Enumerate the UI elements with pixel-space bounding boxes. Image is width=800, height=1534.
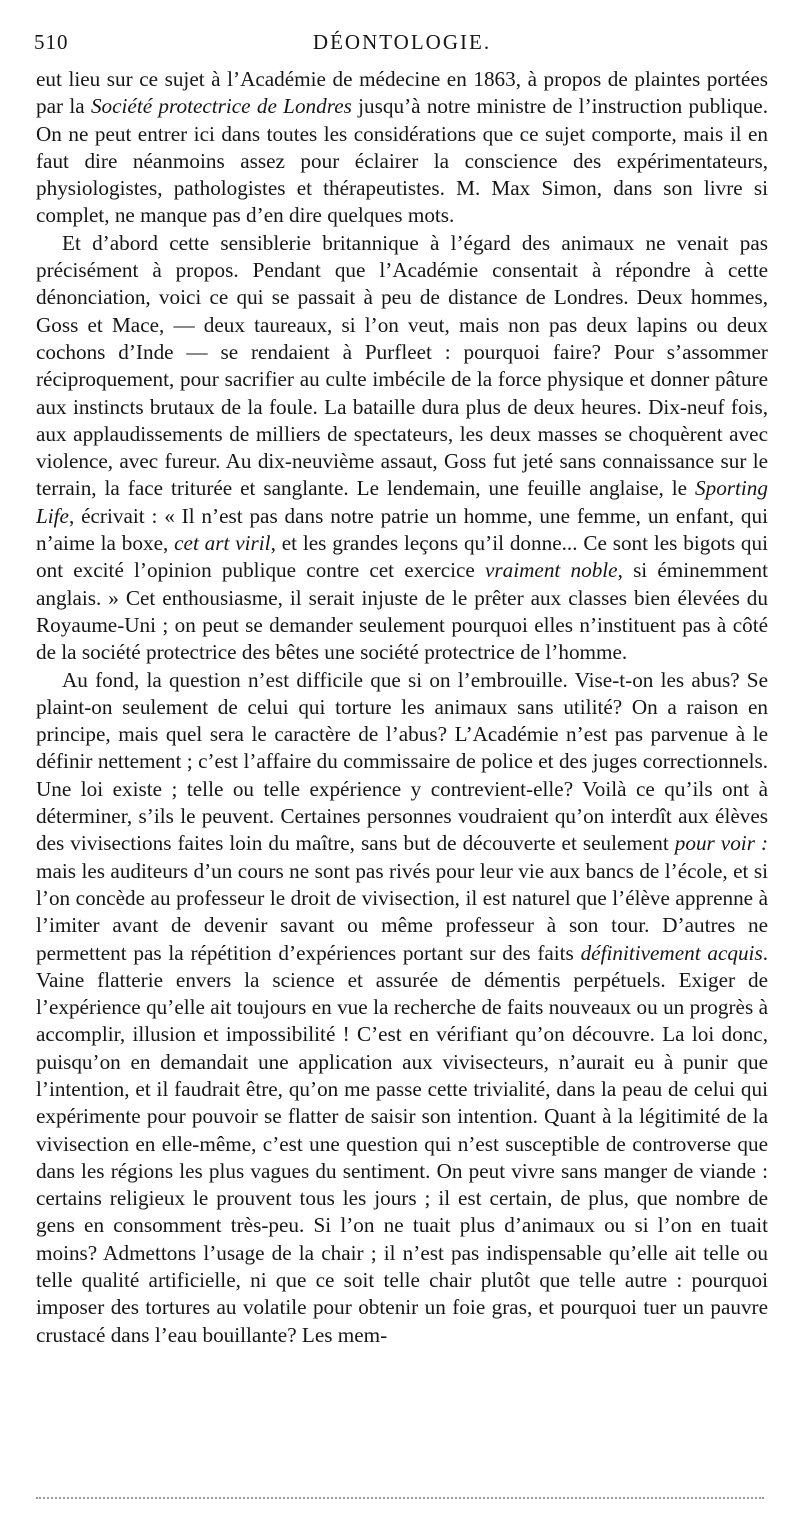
page-number: 510 xyxy=(34,30,69,54)
running-title: DÉONTOLOGIE. xyxy=(312,30,492,54)
page-header xyxy=(34,30,770,60)
italic-phrase: pour voir : xyxy=(674,831,769,856)
text-run: mais les auditeurs d’un cours ne sont pas rivés pour leur vie aux bancs de l’école, et si l’on concède au professeur le droit de vivisection, il est naturel que l’élève apprenne à l’imiter avant de devenir savant ou même professeur à son tour. D’autres ne permettent pas la répétition d’expériences portant sur des faits xyxy=(36,858,768,965)
text-run: , écrivait : « Il n’est pas dans notre patrie un homme, une femme, un enfant, qui n’aime la boxe, xyxy=(36,503,768,556)
italic-phrase: Sporting Life xyxy=(36,476,768,528)
paragraph xyxy=(36,66,768,230)
footer-dotted-rule xyxy=(36,1497,764,1499)
body-text xyxy=(36,66,768,1349)
italic-phrase: vraiment noble xyxy=(485,558,618,583)
text-run: Et d’abord cette sensiblerie britannique à l’égard des animaux ne venait pas précisément à propos. Pendant que l’Académie consentait à répondre à cette dénonciation, voici ce qui se passait à peu de distance de Londres. Deux hommes, Goss et Mace, — deux taureaux, si l’on veut, mais non pas deux lapins ou deux cochons d’Inde — se rendaient à Purfleet : pourquoi faire? Pour s’assommer réciproquement, pour sacrifier au culte imbécile de la force physique et donner pâture aux instincts brutaux de la foule. La bataille dura plus de deux heures. Dix-neuf fois, aux applaudissements de milliers de spectateurs, les deux masses se choquèrent avec violence, avec fureur. Au dix-neuvième assaut, Goss fut jeté sans connaissance sur le terrain, la face triturée et sanglante. Le lendemain, une feuille anglaise, le xyxy=(36,230,768,501)
paragraph xyxy=(36,667,768,1349)
paragraph xyxy=(36,230,768,667)
text-run: . Vaine flatterie envers la science et assurée de démentis perpétuels. Exiger de l’expérience qu’elle ait toujours en vue la recherche de faits nouveaux ou un progrès à accomplir, illusion et impossibilité ! C’est en vérifiant qu’on découvre. La loi donc, puisqu’on en demandait une application aux vivisecteurs, n’aurait eu à punir que l’intention, et il faudrait être, qu’on me passe cette trivialité, dans la peau de celui qui expérimente pour pouvoir se flatter de saisir son intention. Quant à la légitimité de la vivisection en elle-même, c’est une question qui n’est susceptible de controverse que dans les régions les plus vagues du sentiment. On peut vivre sans manger de viande : certains religieux le prouvent tous les jours ; il est certain, de plus, que nombre de gens en consomment très-peu. Si l’on ne tuait plus d’animaux ou si l’on en tuait moins? Admettons l’usage de la chair ; il n’est pas indispensable qu’elle ait telle ou telle qualité artificielle, ni que ce soit telle chair plutôt que telle autre : pourquoi imposer des tortures au volatile pour obtenir un foie gras, et pourquoi tuer un pauvre crustacé dans l’eau bouillante? Les mem- xyxy=(36,940,768,1347)
text-run: jusqu’à notre ministre de l’instruction publique. On ne peut entrer ici dans toutes les considérations que ce sujet comporte, mais il en faut dire néanmoins assez pour éclairer la conscience des expérimentateurs, physiologistes, pathologistes et thérapeutistes. M. Max Simon, dans son livre si complet, ne manque pas d’en dire quelques mots. xyxy=(36,94,768,228)
italic-phrase: Société protectrice de Londres xyxy=(90,94,352,119)
text-run: Au fond, la question n’est difficile que si on l’embrouille. Vise-t-on les abus? Se plaint-on seulement de celui qui torture les animaux sans utilité? On a raison en principe, mais quel sera le caractère de l’abus? L’Académie n’est pas parvenue à le définir nettement ; c’est l’affaire du commissaire de police et des juges correctionnels. Une loi existe ; telle ou telle expérience y contrevient-elle? Voilà ce qu’ils ont à déterminer, s’ils le peuvent. Certaines personnes voudraient qu’on interdît aux élèves des vivisections faites loin du maître, sans but de découverte et seulement xyxy=(36,667,768,856)
text-run: , si éminemment anglais. » Cet enthousiasme, il serait injuste de le prêter aux classes bien élevées du Royaume-Uni ; on peut se demander seulement pourquoi elles n’instituent pas à côté de la société protectrice des bêtes une société protectrice de l’homme. xyxy=(36,558,768,665)
italic-phrase: définitivement acquis xyxy=(580,940,763,965)
italic-phrase: cet art viril xyxy=(174,531,271,556)
text-run: eut lieu sur ce sujet à l’Académie de médecine en 1863, à propos de plaintes portées par la xyxy=(36,67,768,119)
text-run: , et les grandes leçons qu’il donne... Ce sont les bigots qui ont excité l’opinion publique contre cet exercice xyxy=(36,531,768,583)
